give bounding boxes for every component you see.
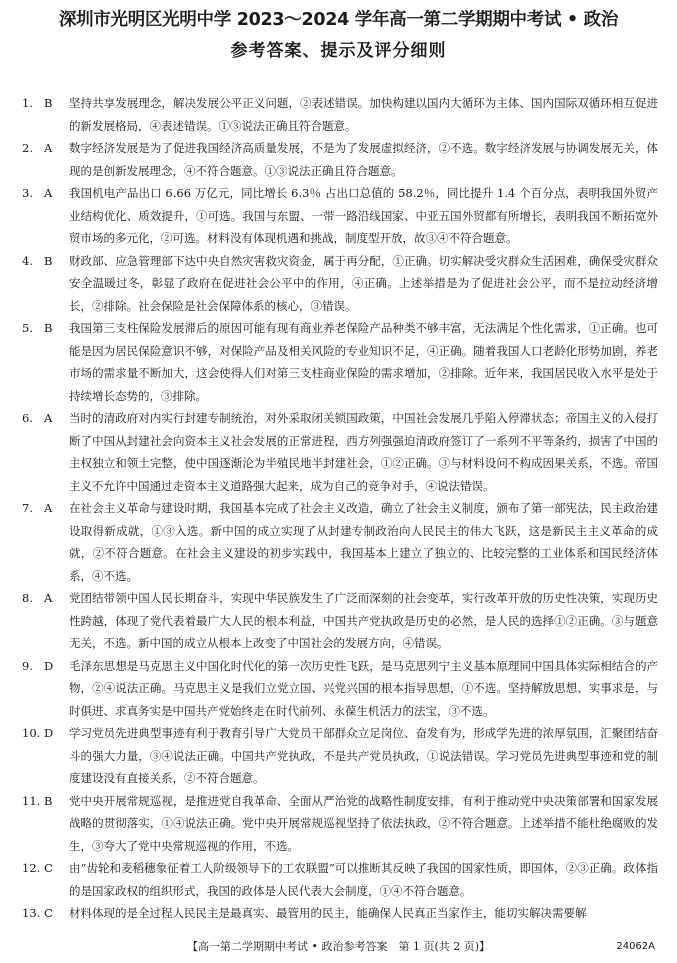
answer-explanation: 我国机电产品出口 6.66 万亿元，同比增长 6.3％ 占出口总值的 58.2％，同比提升 1.4 个百分点，表明我国外贸产业结构优化、质效提升，①可选。我国与东盟、一带一路沿线国家、中亚五国外贸都有所增长，表明我国不断拓宽外贸市场的多元化，②可选。材料没有体现机遇和挑战，制度型开放，故③④不符合题意。 (69, 186, 658, 245)
answer-item (22, 497, 658, 587)
answer-item (22, 137, 658, 182)
answer-explanation: 党中央开展常规巡视，是推进党自我革命、全面从严治党的战略性制度安排，有利于推动党中央决策部署和国家发展战略的贯彻落实，①④说法正确。党中央开展常规巡视坚持了依法执政，②不符合题意。上述举措不能杜绝腐败的发生，③夸大了党中央常规巡视的作用，不选。 (69, 793, 658, 853)
question-number: 5. (22, 321, 33, 335)
question-number: 7. (22, 501, 33, 515)
answer-item (22, 655, 658, 723)
answer-letter: A (44, 591, 53, 605)
answer-explanation: 毛泽东思想是马克思主义中国化时代化的第一次历史性飞跃，是马克思列宁主义基本原理同中国具体实际相结合的产物，②④说法正确。马克思主义是我们立党立国、兴党兴国的根本指导思想，①不选。坚持解放思想、实事求是，与时俱进、求真务实是中国共产党始终走在时代前列、永葆生机活力的法宝，③不选。 (69, 658, 658, 718)
answer-explanation: 财政部、应急管理部下达中央自然灾害救灾资金，属于再分配，①正确。切实解决受灾群众生活困难，确保受灾群众安全温暖过冬，彰显了政府在促进社会公平中的作用，④正确。上述举措是为了促进社会公平，而不是拉动经济增长，②排除。社会保险是社会保障体系的核心，③错误。 (69, 253, 658, 313)
answer-item (22, 857, 658, 902)
answer-explanation: 材料体现的是全过程人民民主是最真实、最管用的民主，能确保人民真正当家作主，能切实解决需要解 (69, 906, 587, 920)
answer-letter: A (44, 501, 53, 515)
question-number: 10. (22, 726, 41, 740)
question-number: 4. (22, 253, 33, 268)
answer-letter: A (44, 186, 53, 200)
question-number: 13. (22, 906, 41, 920)
answer-letter: B (44, 96, 53, 110)
page-title: 深圳市光明区光明中学 2023～2024 学年高一第二学期期中考试 • 政治 (58, 10, 619, 30)
answer-item (22, 407, 658, 497)
answer-item (22, 182, 658, 250)
question-number: 1. (22, 96, 33, 110)
answer-letter: B (44, 321, 53, 335)
footer-text: 【高一第二学期期中考试 • 政治参考答案 第 1 页(共 2 页)】 (186, 940, 491, 953)
answer-explanation: 由“齿轮和麦稻穗象征着工人阶级领导下的工农联盟”可以推断其反映了我国的国家性质，即国体，②③正确。政体指的是国家政权的组织形式，我国的政体是人民代表大会制度，①④不符合题意。 (69, 861, 658, 898)
answer-letter: A (44, 141, 53, 155)
answer-item (22, 92, 658, 137)
paper-code: 24062A (616, 941, 655, 952)
question-number: 3. (22, 186, 33, 200)
answer-explanation: 坚持共享发展理念，解决发展公平正义问题，②表述错误。加快构建以国内大循环为主体、国内国际双循环相互促进的新发展格局，④表述错误。①③说法正确且符合题意。 (69, 96, 658, 133)
question-number: 9. (22, 658, 33, 673)
answer-item (22, 250, 658, 318)
question-number: 12. (22, 861, 41, 875)
answer-explanation: 党团结带领中国人民长期奋斗，实现中华民族发生了广泛而深刻的社会变革，实行改革开放的历史性决策，实现历史性跨越，体现了党代表着最广大人民的根本利益，中国共产党执政是历史的必然，是人民的选择①②正确。③与题意无关，不选。新中国的成立从根本上改变了中国社会的发展方向，④错误。 (69, 591, 658, 650)
answer-item (22, 722, 658, 790)
answer-item (22, 587, 658, 655)
answer-letter: D (44, 658, 54, 673)
answer-explanation: 在社会主义革命与建设时期，我国基本完成了社会主义改造，确立了社会主义制度，颁布了第一部宪法，民主政治建设取得新成就，①③入选。新中国的成立实现了从封建专制政治向人民民主的伟大飞跃，这是新民主主义革命的成就，②不符合题意。在社会主义建设的初步实践中，我国基本上建立了独立的、比较完整的工业体系和国民经济体系，④不选。 (69, 501, 658, 583)
answer-item (22, 317, 658, 407)
answer-item (22, 790, 658, 858)
answer-explanation: 数字经济发展是为了促进我国经济高质量发展，不是为了发展虚拟经济，②不选。数字经济发展与协调发展无关，体现的是创新发展理念，④不符合题意。①③说法正确且符合题意。 (69, 141, 658, 178)
question-number: 8. (22, 591, 33, 605)
answer-item (22, 902, 658, 925)
answer-list (22, 92, 658, 925)
answer-explanation: 学习党员先进典型事迹有利于教育引导广大党员干部群众立足岗位、奋发有为，形成学先进的浓厚氛围，汇聚团结奋斗的强大力量，③④说法正确。中国共产党执政，不是共产党员执政，①说法错误。学习党员先进典型事迹和党的制度建设没有直接关系，②不符合题意。 (69, 726, 658, 785)
page-footer (0, 938, 677, 956)
page-subtitle: 参考答案、提示及评分细则 (230, 41, 447, 61)
question-number: 6. (22, 411, 33, 425)
answer-explanation: 当时的清政府对内实行封建专制统治，对外采取闭关锁国政策，中国社会发展几乎陷入停滞状态；帝国主义的入侵打断了中国从封建社会向资本主义社会发展的正常进程，西方列强强迫清政府签订了一系列不平等条约，损害了中国的主权独立和领土完整，使中国逐渐沦为半殖民地半封建社会，①②正确。③与材料设问不构成因果关系，不选。帝国主义不允许中国通过走资本主义道路强大起来，成为自己的竞争对手，④说法错误。 (69, 411, 658, 493)
answer-letter: B (44, 253, 53, 268)
answer-letter: D (44, 726, 54, 740)
answer-letter: B (44, 793, 53, 808)
answer-letter: A (44, 411, 53, 425)
answer-letter: C (44, 906, 53, 920)
question-number: 2. (22, 141, 33, 155)
answer-explanation: 我国第三支柱保险发展滞后的原因可能有现有商业养老保险产品种类不够丰富，无法满足个性化需求，①正确。也可能是因为居民保险意识不够，对保险产品及相关风险的专业知识不足，④正确。随着我国人口老龄化形势加剧，养老市场的需求量不断加大，这会使得人们对第三支柱商业保险的需求增加，②排除。近年来，我国居民收入水平是处于持续增长态势的，③排除。 (69, 321, 658, 403)
question-number: 11. (22, 793, 41, 808)
answer-letter: C (44, 861, 53, 875)
